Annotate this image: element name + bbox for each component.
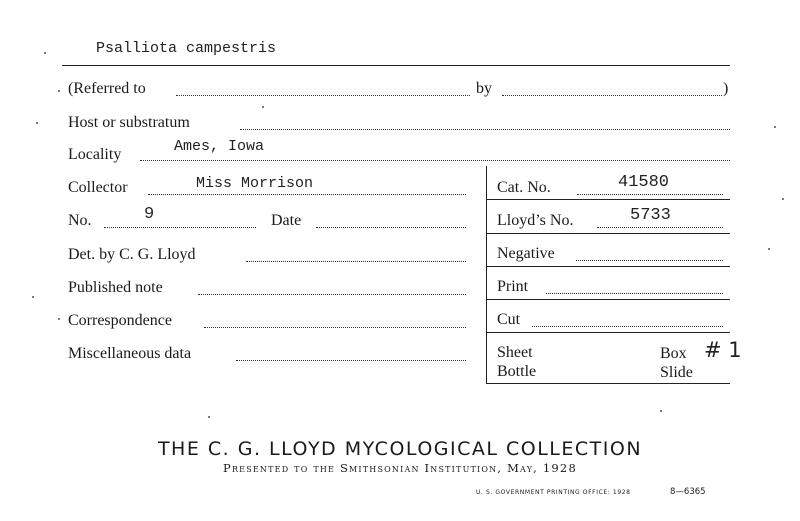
lloyds-no-label: Lloyd’s No. <box>497 212 574 229</box>
scan-speck <box>208 416 210 418</box>
scan-speck <box>768 248 770 250</box>
box-label: Box <box>660 345 687 362</box>
collection-subtitle: Presented to the Smithsonian Institution, May, 1928 <box>223 461 577 475</box>
locality-label: Locality <box>68 146 122 163</box>
published-note-field <box>198 294 466 295</box>
locality-field <box>140 160 730 161</box>
close-paren: ) <box>723 80 729 97</box>
right-row-rule-6 <box>486 383 730 384</box>
lloyds-no-field <box>597 227 723 228</box>
form-code: 8—6365 <box>670 487 706 497</box>
referred-to-field <box>176 95 470 96</box>
by-label: by <box>476 80 492 97</box>
scan-speck <box>58 318 60 320</box>
print-field <box>546 293 723 294</box>
slide-label: Slide <box>660 364 693 381</box>
no-value: 9 <box>144 205 155 224</box>
miscellaneous-data-field <box>236 360 466 361</box>
right-row-rule-5 <box>486 332 730 333</box>
no-label: No. <box>68 212 92 229</box>
cut-field <box>532 326 723 327</box>
species-name: Psalliota campestris <box>96 40 277 57</box>
correspondence-field <box>204 327 466 328</box>
collector-label: Collector <box>68 179 128 196</box>
date-label: Date <box>271 212 302 229</box>
sheet-label: Sheet <box>497 344 533 361</box>
no-field <box>104 227 256 228</box>
scan-speck <box>44 52 46 54</box>
scan-speck <box>32 296 34 298</box>
det-by-field <box>246 261 466 262</box>
date-field <box>316 227 466 228</box>
collector-value: Miss Morrison <box>196 175 314 192</box>
referred-to-label: (Referred to <box>68 80 146 97</box>
box-value-handwritten: # 1 <box>704 338 742 362</box>
host-field <box>240 129 730 130</box>
right-row-rule-4 <box>486 299 730 300</box>
locality-value: Ames, Iowa <box>174 138 265 155</box>
species-underline <box>62 65 730 66</box>
scan-speck <box>774 126 776 128</box>
correspondence-label: Correspondence <box>68 312 172 329</box>
collector-field <box>148 194 466 195</box>
scan-speck <box>660 410 662 412</box>
scan-speck <box>782 198 784 200</box>
right-row-rule-3 <box>486 266 730 267</box>
host-label: Host or substratum <box>68 114 190 131</box>
cat-no-value: 41580 <box>618 173 670 192</box>
cat-no-field <box>577 194 723 195</box>
collection-title: THE C. G. LLOYD MYCOLOGICAL COLLECTION <box>157 438 643 460</box>
referred-by-field <box>502 95 722 96</box>
negative-label: Negative <box>497 245 555 262</box>
printing-office-note: U. S. GOVERNMENT PRINTING OFFICE: 1928 <box>476 489 631 496</box>
published-note-label: Published note <box>68 279 163 296</box>
print-label: Print <box>497 278 529 295</box>
scan-speck <box>58 90 60 92</box>
miscellaneous-data-label: Miscellaneous data <box>68 345 192 362</box>
right-row-rule-2 <box>486 233 730 234</box>
lloyds-no-value: 5733 <box>630 206 671 225</box>
cut-label: Cut <box>497 311 521 328</box>
negative-field <box>576 260 723 261</box>
scan-speck <box>36 122 38 124</box>
bottle-label: Bottle <box>497 363 537 380</box>
det-by-label: Det. by C. G. Lloyd <box>68 246 196 263</box>
cat-no-label: Cat. No. <box>497 179 551 196</box>
right-row-rule-1 <box>486 199 730 200</box>
scan-speck <box>262 106 264 108</box>
